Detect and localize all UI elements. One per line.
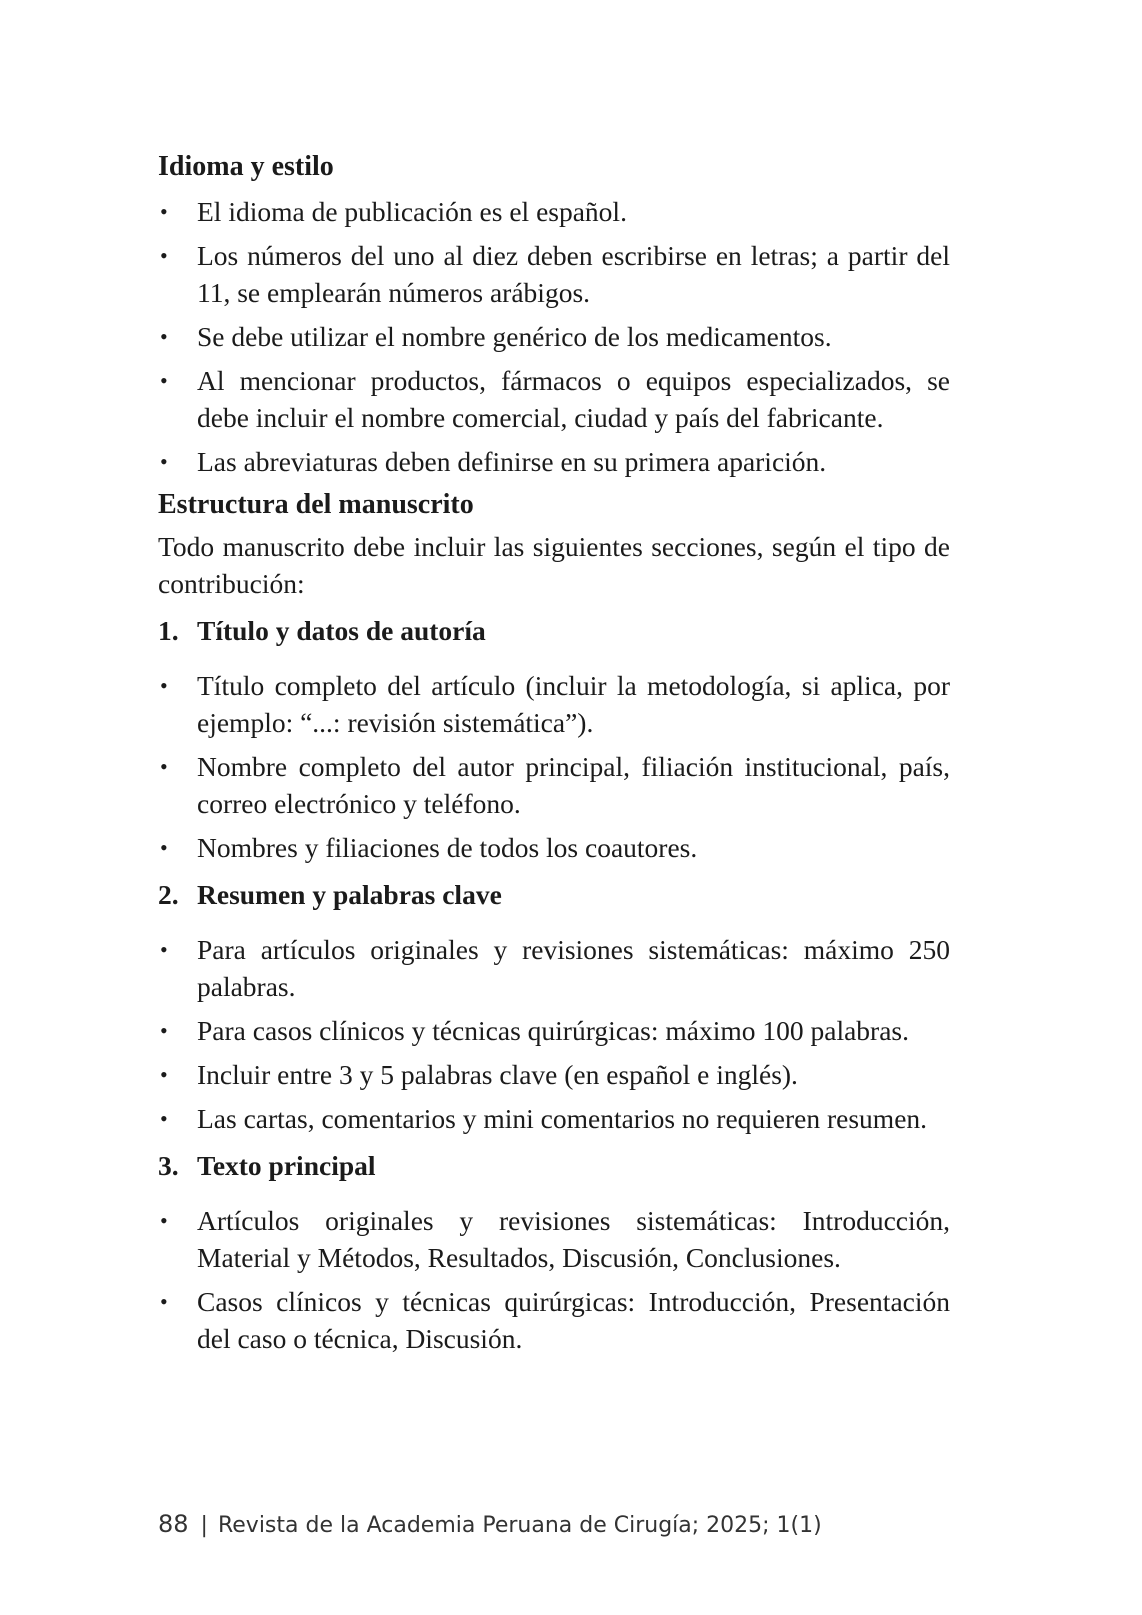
subsection-title: Resumen y palabras clave — [197, 879, 502, 910]
list-item: • Artículos originales y revisiones sistemáticas: Introducción, Material y Métodos, Resultados, Discusión, Conclusiones. — [158, 1202, 950, 1276]
page-content — [158, 148, 950, 1357]
section-heading-idioma: Idioma y estilo — [158, 151, 334, 182]
list-item: • Nombre completo del autor principal, filiación institucional, país, correo electrónico y teléfono. — [158, 748, 950, 822]
bullet-icon: • — [160, 937, 168, 962]
bullet-icon: • — [160, 243, 168, 268]
subsection-title: Título y datos de autoría — [197, 615, 486, 646]
bullet-icon: • — [160, 1208, 168, 1233]
subsection-heading-titulo — [158, 612, 950, 649]
subsection-number: 3. — [158, 1150, 179, 1181]
bullet-icon: • — [160, 673, 168, 698]
texto-list — [158, 1202, 950, 1357]
subsection-number: 1. — [158, 615, 179, 646]
list-item: • Las abreviaturas deben definirse en su primera aparición. — [158, 443, 950, 480]
section-heading-estructura: Estructura del manuscrito — [158, 489, 474, 520]
list-item: • Nombres y filiaciones de todos los coautores. — [158, 829, 950, 866]
bullet-icon: • — [160, 1018, 168, 1043]
bullet-icon: • — [160, 368, 168, 393]
footer-separator: | — [200, 1513, 208, 1538]
estructura-intro: Todo manuscrito debe incluir las siguientes secciones, según el tipo de contribución: — [158, 531, 950, 599]
bullet-icon: • — [160, 835, 168, 860]
resumen-list — [158, 931, 950, 1137]
bullet-icon: • — [160, 324, 168, 349]
bullet-icon: • — [160, 1062, 168, 1087]
subsection-title: Texto principal — [197, 1150, 376, 1181]
page-footer — [158, 1510, 822, 1538]
list-item: • El idioma de publicación es el español. — [158, 193, 950, 230]
journal-citation: Revista de la Academia Peruana de Cirugía; 2025; 1(1) — [217, 1513, 822, 1538]
list-item: • Casos clínicos y técnicas quirúrgicas: Introducción, Presentación del caso o técnica, Discusión. — [158, 1283, 950, 1357]
idioma-list — [158, 193, 950, 480]
bullet-icon: • — [160, 1106, 168, 1131]
bullet-icon: • — [160, 199, 168, 224]
list-item: • Para artículos originales y revisiones sistemáticas: máximo 250 palabras. — [158, 931, 950, 1005]
subsection-heading-resumen — [158, 876, 950, 913]
subsection-heading-texto — [158, 1147, 950, 1184]
page-number: 88 — [158, 1510, 189, 1538]
list-item: • Incluir entre 3 y 5 palabras clave (en español e inglés). — [158, 1056, 950, 1093]
list-item: • Para casos clínicos y técnicas quirúrgicas: máximo 100 palabras. — [158, 1012, 950, 1049]
bullet-icon: • — [160, 754, 168, 779]
list-item: • Al mencionar productos, fármacos o equipos especializados, se debe incluir el nombre comercial, ciudad y país del fabricante. — [158, 362, 950, 436]
bullet-icon: • — [160, 449, 168, 474]
subsection-number: 2. — [158, 879, 179, 910]
list-item: • Las cartas, comentarios y mini comentarios no requieren resumen. — [158, 1100, 950, 1137]
list-item: • Se debe utilizar el nombre genérico de los medicamentos. — [158, 318, 950, 355]
titulo-list — [158, 667, 950, 866]
bullet-icon: • — [160, 1289, 168, 1314]
list-item: • Título completo del artículo (incluir la metodología, si aplica, por ejemplo: “...: revisión sistemática”). — [158, 667, 950, 741]
list-item: • Los números del uno al diez deben escribirse en letras; a partir del 11, se emplearán números arábigos. — [158, 237, 950, 311]
